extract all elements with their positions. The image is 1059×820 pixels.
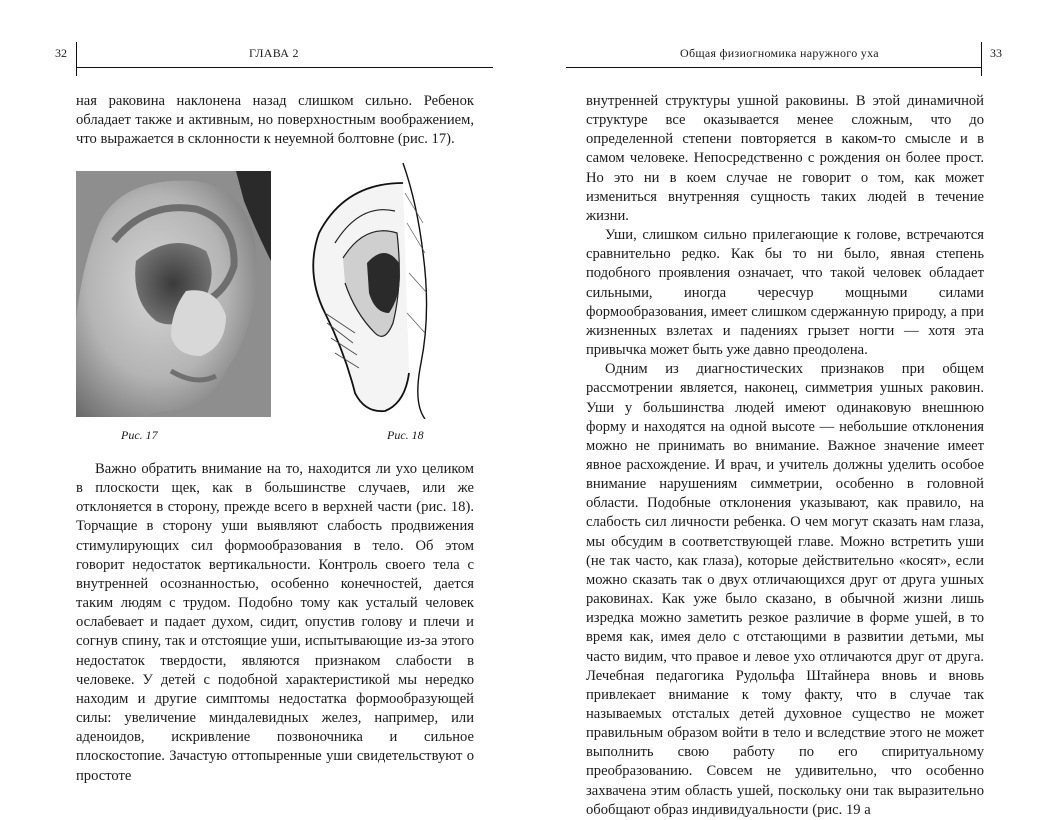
paragraph: внутренней структуры ушной раковины. В этой динамичной структуре все оказывается менее сложным, что до определенной степени повторяется в каком-то смысле и в самом человеке. Непосредственно с рождения он более прост. Но это ни в коем случае не говорит о том, как может измениться внутренняя сущность таких людей в течение жизни. (586, 93, 984, 224)
header-divider (981, 42, 982, 76)
figure-caption: Рис. 18 (387, 428, 424, 442)
header-divider (76, 42, 77, 76)
page-number: 32 (55, 46, 67, 60)
header-rule (76, 67, 493, 68)
ear-photo-figure (76, 171, 271, 417)
paragraph: Уши, слишком сильно прилегающие к голове, встречаются сравнительно редко. Как бы то ни было, явная степень подобного проявления означает, что такой человек обладает сильными, иногда чересчур мощными силами формообразования, имеет слишком сдержанную природу, а при жизненных взлетах и падениях грызет ногти — хотя эта привычка может быть уже давно преодолена. (586, 227, 984, 359)
body-text (586, 92, 984, 820)
figure-caption: Рис. 17 (121, 428, 158, 442)
ear-photo-image (76, 171, 271, 417)
page-number: 33 (990, 46, 1002, 60)
paragraph: Одним из диагностических признаков при общем рассмотрении является, наконец, симметрия ушных раковин. Уши у большинства людей имеют одинаковую внешнюю форму и находятся на одной высоте — небольшие отклонения можно не принимать во внимание. Важное значение имеет явное расхождение. И врач, и учитель должны уделить особое внимание нарушениям симметрии, особенно в головной области. Подобные отклонения указывают, как правило, на слабость сил личности ребенка. О чем могут сказать нам глаза, мы обсудим в соответствующей главе. Можно встретить уши (не так часто, как глаза), которые действительно «косят», если можно сказать так о двух отличающихся друг от друга ушных раковинах. Как уже было сказано, в обычной жизни лишь изредка можно заметить резкое различие в форме ушей, в то время как, имея дело с отстающими в развитии детьми, мы часто видим, что правое и левое ухо отличаются друг от друга. Лечебная педагогика Рудольфа Штайнера вновь и вновь привлекает внимание к тому факту, что в случае так называемых отсталых детей духовное существо не может правильным образом войти в тело и вследствие этого не может выполнить свою работу по его спиритуальному преобразованию. Совсем не удивительно, что особенно захвачена этим область ушей, поскольку они так выразительно обобщают образ индивидуальности (рис. 19 а (586, 361, 984, 818)
running-head: ГЛАВА 2 (249, 46, 299, 60)
body-text-bottom (76, 460, 474, 786)
paragraph: Важно обратить внимание на то, находится ли ухо целиком в плоскости щек, как в большинстве случаев, или же отклоняется в сторону, прежде всего в верхней части (рис. 18). Торчащие в сторону уши выявляют слабость продвижения стимулирующих сил формообразования в тело. Об этом говорит недостаток вертикальности. Контроль своего тела с внутренней осознанностью, особенно конечностей, дается таким людям с трудом. Подобно тому как усталый человек ослабевает и падает духом, сидит, опустив голову и плечи и согнув спину, так и отстоящие уши, испытывающие из-за этого недостаток твердости, являются признаком слабости в человеке. У детей с подобной характеристикой мы нередко находим и другие симптомы недостатка формообразующей силы: увеличение миндалевидных желез, например, или аденоидов, искривление позвоночника и сильное плоскостопие. Зачастую оттопыренные уши свидетельствуют о простоте (76, 461, 474, 784)
running-head: Общая физиогномика наружного уха (680, 46, 879, 60)
body-text-top (76, 92, 474, 149)
header-rule (566, 67, 981, 68)
ear-drawing-image (305, 163, 433, 419)
right-page (530, 0, 1059, 818)
ear-drawing-figure (305, 163, 433, 419)
left-page (0, 0, 530, 813)
paragraph: ная раковина наклонена назад слишком сильно. Ребенок обладает также и активным, но поверхностным воображением, что выражается в склонности к неуемной болтовне (рис. 17). (76, 93, 474, 148)
